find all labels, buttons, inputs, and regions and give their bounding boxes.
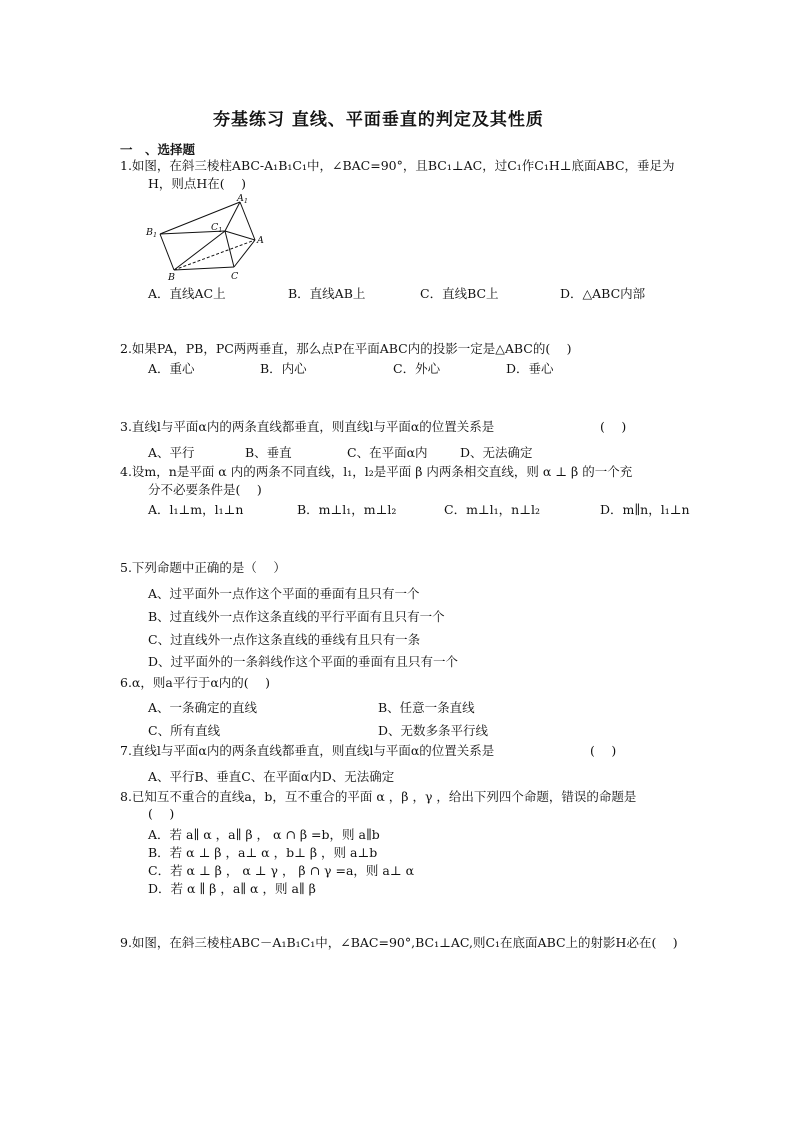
q8-option-d: D．若 α ∥ β ，a∥ α ，则 a∥ β bbox=[148, 881, 316, 896]
q5-option-c: C、过直线外一点作这条直线的垂线有且只有一条 bbox=[148, 632, 421, 647]
q5-option-a: A、过平面外一点作这个平面的垂面有且只有一个 bbox=[148, 586, 420, 601]
q1-option-b: B．直线AB上 bbox=[288, 286, 366, 301]
q4-option-b: B．m⊥l₁，m⊥l₂ bbox=[297, 502, 397, 517]
label-a: A bbox=[257, 235, 264, 246]
section-heading: 一 、选择题 bbox=[120, 142, 196, 157]
q4-option-a: A．l₁⊥m，l₁⊥n bbox=[148, 502, 244, 517]
q6-option-c: C、所有直线 bbox=[148, 723, 221, 738]
q8-option-b: B．若 α ⊥ β ，a⊥ α ，b⊥ β ，则 a⊥b bbox=[148, 845, 378, 860]
q8-option-c: C．若 α ⊥ β ， α ⊥ γ ， β ∩ γ =a，则 a⊥ α bbox=[148, 863, 415, 878]
question-8-stem-continued: ( ) bbox=[148, 806, 175, 821]
q2-option-d: D．垂心 bbox=[506, 361, 554, 376]
q6-option-b: B、任意一条直线 bbox=[378, 700, 475, 715]
q2-option-a: A．重心 bbox=[148, 361, 195, 376]
q7-options: A、平行B、垂直C、在平面α内D、无法确定 bbox=[148, 769, 395, 784]
q1-option-d: D．△ABC内部 bbox=[560, 286, 646, 301]
question-6-stem: 6.α，则a平行于α内的( ) bbox=[120, 675, 270, 690]
question-7-stem: 7.直线l与平面α内的两条直线都垂直，则直线l与平面α的位置关系是 bbox=[120, 743, 495, 758]
question-9-stem: 9.如图，在斜三棱柱ABC－A₁B₁C₁中，∠BAC=90°,BC₁⊥AC,则C₁在底面ABC上的射影H必在( ) bbox=[120, 935, 678, 950]
question-5-stem: 5.下列命题中正确的是（ ） bbox=[120, 560, 286, 575]
q2-option-b: B．内心 bbox=[260, 361, 307, 376]
page-title: 夯基练习 直线、平面垂直的判定及其性质 bbox=[213, 110, 544, 130]
q8-option-a: A．若 a∥ α ，a∥ β ， α ∩ β =b，则 a∥b bbox=[148, 827, 380, 842]
q1-option-a: A．直线AC上 bbox=[148, 286, 226, 301]
q4-option-c: C．m⊥l₁，n⊥l₂ bbox=[444, 502, 540, 517]
q1-option-c: C．直线BC上 bbox=[420, 286, 499, 301]
q3-option-b: B、垂直 bbox=[245, 445, 292, 460]
q3-option-d: D、无法确定 bbox=[460, 445, 533, 460]
q5-option-b: B、过直线外一点作这条直线的平行平面有且只有一个 bbox=[148, 609, 445, 624]
label-b1: $B_1$ bbox=[146, 227, 158, 239]
label-b: B bbox=[168, 272, 175, 281]
question-8-stem: 8.已知互不重合的直线a，b，互不重合的平面 α ，β ，γ ，给出下列四个命题，错误的命题是 bbox=[120, 789, 637, 804]
question-7-paren: ( ) bbox=[590, 743, 617, 758]
q6-option-a: A、一条确定的直线 bbox=[148, 700, 258, 715]
q3-option-c: C、在平面α内 bbox=[347, 445, 428, 460]
prism-figure bbox=[142, 193, 272, 281]
label-a1: $A_1$ bbox=[237, 193, 249, 205]
question-4-stem-continued: 分不必要条件是( ) bbox=[148, 482, 262, 497]
q6-option-d: D、无数多条平行线 bbox=[378, 723, 489, 738]
q5-option-d: D、过平面外的一条斜线作这个平面的垂面有且只有一个 bbox=[148, 654, 459, 669]
question-4-stem: 4.设m，n是平面 α 内的两条不同直线，l₁，l₂是平面 β 内两条相交直线，则 α ⊥ β 的一个充 bbox=[120, 464, 633, 479]
q4-option-d: D．m∥n，l₁⊥n bbox=[600, 502, 690, 517]
q2-option-c: C．外心 bbox=[393, 361, 441, 376]
question-3-stem: 3.直线l与平面α内的两条直线都垂直，则直线l与平面α的位置关系是 bbox=[120, 419, 495, 434]
question-3-paren: ( ) bbox=[600, 419, 627, 434]
label-c1: $C_1$ bbox=[211, 222, 223, 234]
question-1-stem: 1.如图，在斜三棱柱ABC-A₁B₁C₁中，∠BAC=90°，且BC₁⊥AC，过C₁作C₁H⊥底面ABC，垂足为 bbox=[120, 158, 675, 173]
label-c: C bbox=[231, 271, 239, 281]
question-1-stem-continued: H，则点H在( ) bbox=[148, 176, 247, 191]
q3-option-a: A、平行 bbox=[148, 445, 195, 460]
question-2-stem: 2.如果PA，PB，PC两两垂直，那么点P在平面ABC内的投影一定是△ABC的( ) bbox=[120, 341, 572, 356]
